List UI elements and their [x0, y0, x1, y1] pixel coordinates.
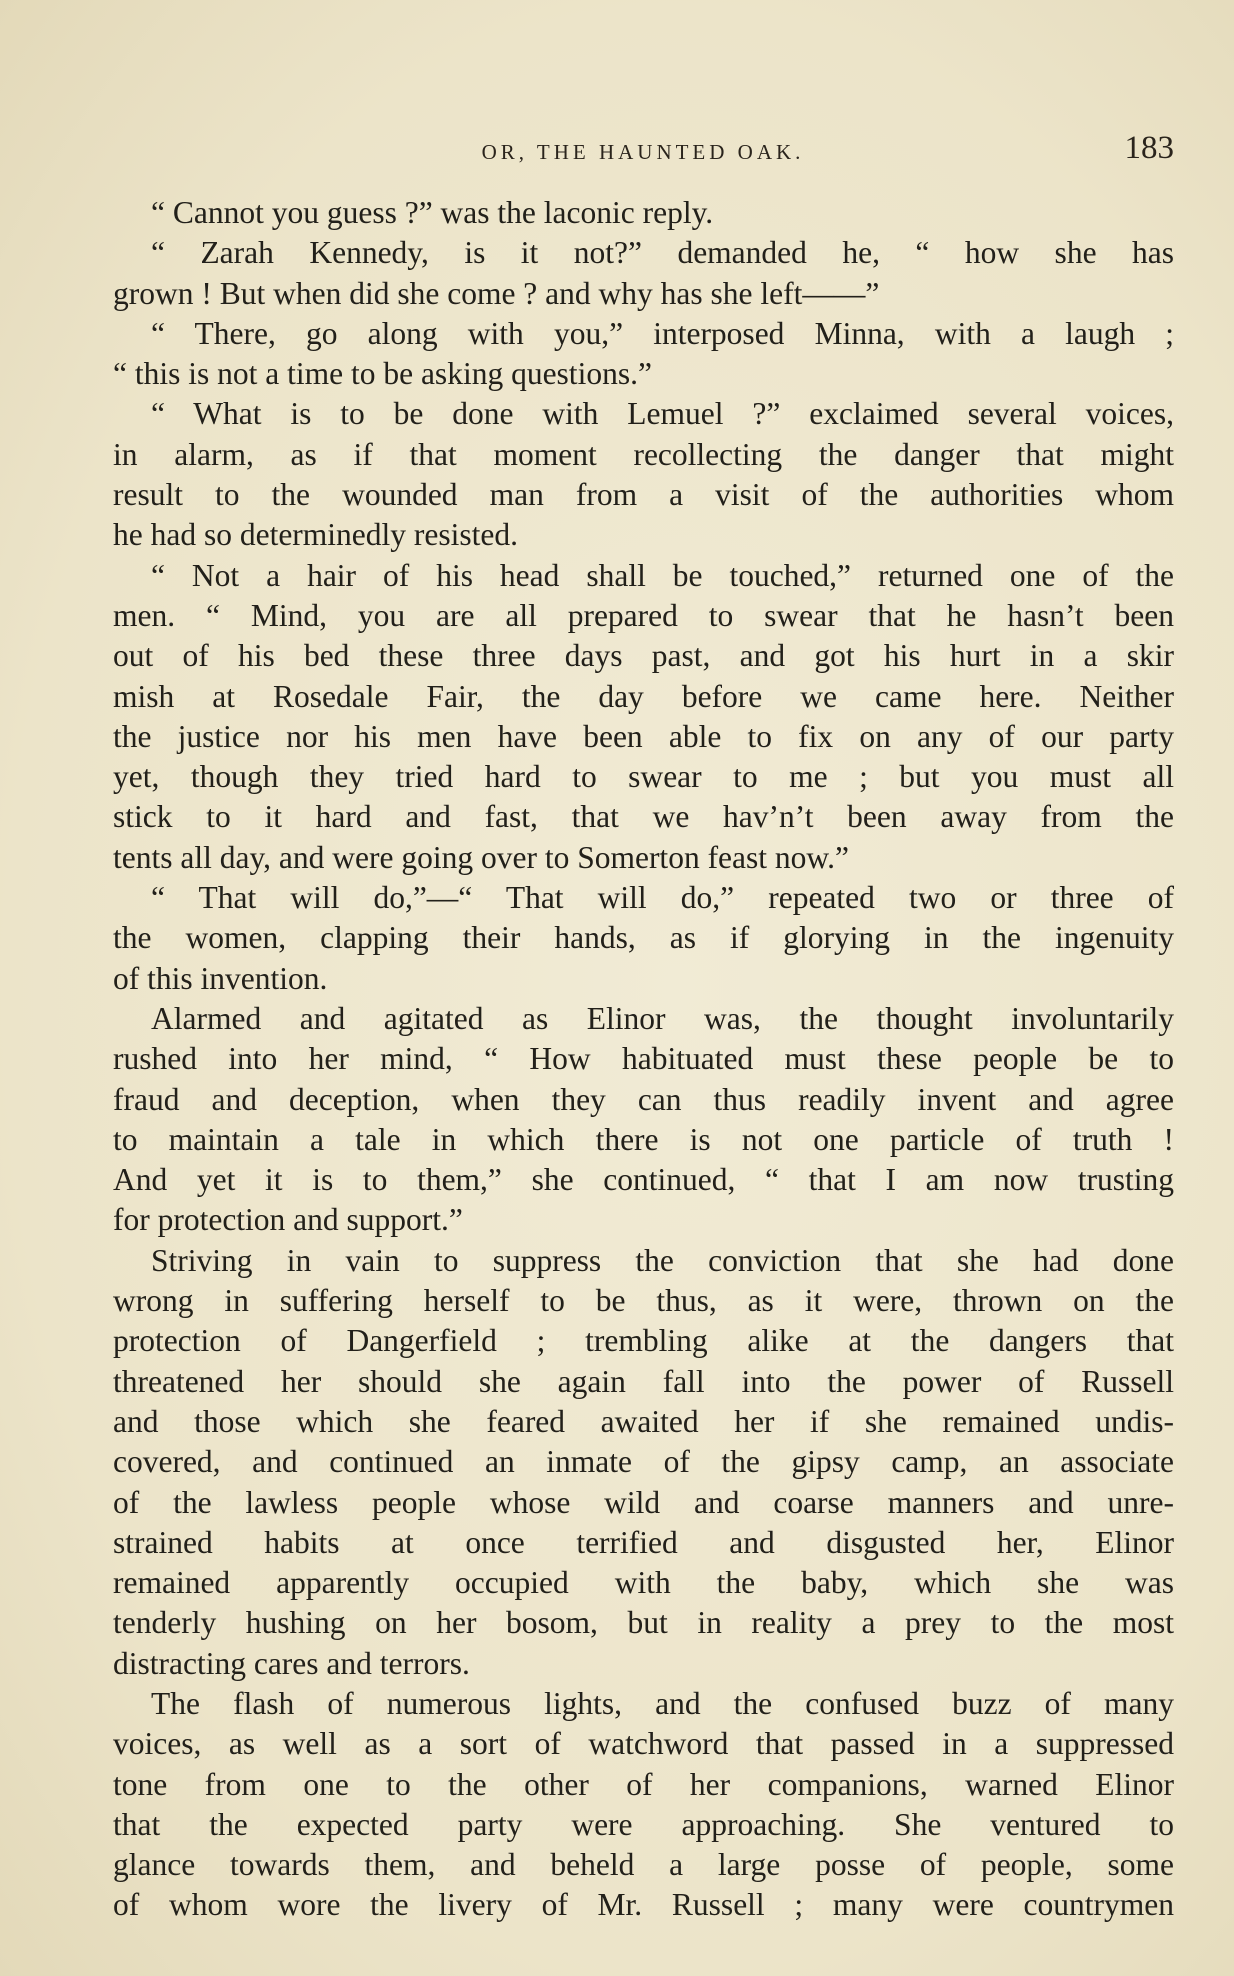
text-line: to maintain a tale in which there is not one particle of truth !	[113, 1121, 1174, 1157]
text-line: “ What is to be done with Lemuel ?” exclaimed several voices,	[151, 396, 1174, 432]
text-line: in alarm, as if that moment recollecting the danger that might	[113, 436, 1174, 472]
text-line: tenderly hushing on her bosom, but in reality a prey to the most	[113, 1605, 1174, 1641]
page-header	[112, 128, 1174, 174]
text-line: for protection and support.”	[113, 1202, 463, 1238]
text-line: the justice nor his men have been able to fix on any of our party	[113, 718, 1174, 754]
text-line: fraud and deception, when they can thus readily invent and agree	[113, 1081, 1174, 1117]
text-line: of whom wore the livery of Mr. Russell ; many were countrymen	[113, 1887, 1174, 1923]
text-line: wrong in suffering herself to be thus, as it were, thrown on the	[113, 1283, 1174, 1319]
text-line: of the lawless people whose wild and coarse manners and unre-	[113, 1484, 1174, 1520]
text-line: out of his bed these three days past, and got his hurt in a skir	[113, 638, 1174, 674]
text-line: “ Cannot you guess ?” was the laconic reply.	[151, 195, 714, 230]
text-line: threatened her should she again fall into the power of Russell	[113, 1363, 1174, 1399]
text-line: Striving in vain to suppress the conviction that she had done	[151, 1242, 1174, 1278]
text-line: grown ! But when did she come ? and why has she left——”	[113, 275, 880, 311]
text-line: tents all day, and were going over to Somerton feast now.”	[113, 839, 849, 875]
text-line: that the expected party were approaching. She ventured to	[113, 1806, 1174, 1842]
text-line: mish at Rosedale Fair, the day before we came here. Neither	[113, 678, 1174, 714]
text-line: “ That will do,”—“ That will do,” repeated two or three of	[151, 880, 1174, 916]
body-text	[113, 193, 1174, 1926]
text-line: voices, as well as a sort of watchword that passed in a suppressed	[113, 1726, 1174, 1762]
text-line: stick to it hard and fast, that we hav’n’t been away from the	[113, 799, 1174, 835]
text-line: remained apparently occupied with the baby, which she was	[113, 1565, 1174, 1601]
text-line: “ Not a hair of his head shall be touched,” returned one of the	[151, 557, 1174, 593]
text-line: The flash of numerous lights, and the confused buzz of many	[151, 1685, 1174, 1721]
text-line: strained habits at once terrified and disgusted her, Elinor	[113, 1524, 1174, 1560]
text-line: “ There, go along with you,” interposed Minna, with a laugh ;	[151, 315, 1174, 351]
text-line: he had so determinedly resisted.	[113, 517, 519, 553]
text-line: the women, clapping their hands, as if glorying in the ingenuity	[113, 920, 1174, 956]
text-line: rushed into her mind, “ How habituated must these people be to	[113, 1041, 1174, 1077]
text-line: and those which she feared awaited her if she remained undis-	[113, 1403, 1174, 1439]
text-line: men. “ Mind, you are all prepared to swear that he hasn’t been	[113, 597, 1174, 633]
text-line: distracting cares and terrors.	[113, 1645, 470, 1681]
text-line: of this invention.	[113, 960, 328, 996]
running-head: OR, THE HAUNTED OAK.	[481, 140, 805, 164]
text-line: And yet it is to them,” she continued, “ that I am now trusting	[113, 1162, 1174, 1198]
text-line: covered, and continued an inmate of the gipsy camp, an associate	[113, 1444, 1174, 1480]
text-line: protection of Dangerfield ; trembling alike at the dangers that	[113, 1323, 1174, 1359]
text-line: tone from one to the other of her companions, warned Elinor	[113, 1766, 1174, 1802]
text-line: yet, though they tried hard to swear to me ; but you must all	[113, 759, 1174, 795]
text-line: “ this is not a time to be asking questions.”	[113, 356, 652, 392]
text-line: result to the wounded man from a visit of the authorities whom	[113, 477, 1174, 513]
text-line: glance towards them, and beheld a large posse of people, some	[113, 1847, 1174, 1883]
text-line: Alarmed and agitated as Elinor was, the thought involuntarily	[151, 1000, 1174, 1036]
page-number: 183	[1124, 130, 1174, 166]
text-line: “ Zarah Kennedy, is it not?” demanded he, “ how she has	[151, 235, 1174, 271]
